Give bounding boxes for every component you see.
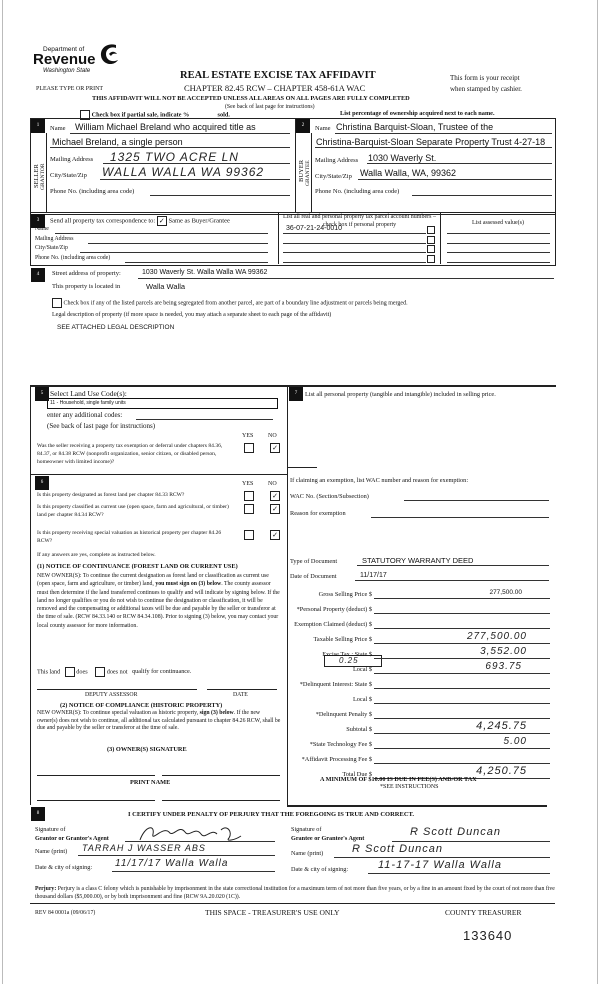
wac-label: WAC No. (Section/Subsection) xyxy=(290,493,369,500)
assessor-date-line[interactable] xyxy=(207,689,277,690)
seller-mailing-label: Mailing Address xyxy=(50,156,94,163)
grantor-signature xyxy=(135,822,245,844)
amount-label: *Delinquent Penalty $ xyxy=(315,711,372,718)
owner-signature-title: (3) OWNER(S) SIGNATURE xyxy=(107,746,187,753)
located-label: This property is located in xyxy=(52,283,121,290)
personal-property-checkbox[interactable] xyxy=(427,236,435,244)
forest-question: Is this property designated as forest land per chapter 84.33 RCW? xyxy=(37,492,185,498)
amount-label: Local $ xyxy=(352,666,372,673)
grantee-name-label: Name (print) xyxy=(291,850,324,857)
s3-field-line[interactable] xyxy=(88,243,268,244)
street-line xyxy=(138,278,554,279)
grantor-sig-label-1: Signature of xyxy=(35,826,66,833)
historic-no-checkbox[interactable]: ✓ xyxy=(270,530,280,540)
seller-name-1[interactable]: William Michael Breland who acquired title as xyxy=(75,122,256,132)
historic-yes-checkbox[interactable] xyxy=(244,530,254,540)
notice2-text-a: NEW OWNER(S): To continue special valuation as historic property, xyxy=(37,710,199,716)
doc-date-label: Date of Document xyxy=(290,573,337,580)
additional-codes-label: enter any additional codes: xyxy=(47,411,123,419)
amount-row xyxy=(290,694,552,709)
amount-label: Local $ xyxy=(352,696,372,703)
amount-label: Taxable Selling Price $ xyxy=(313,636,372,643)
buyer-name-2[interactable]: Christina-Barquist-Sloan Separate Property Trust 4-27-18 xyxy=(316,137,546,147)
grantor-date-line xyxy=(112,871,275,872)
notice1-bold: you must sign on (3) below xyxy=(155,581,222,588)
buyer-name-label: Name xyxy=(315,125,331,132)
amount-value[interactable]: 693.75 xyxy=(485,661,522,672)
amount-label: Total Due $ xyxy=(342,771,372,778)
section-5-badge: 5 xyxy=(35,387,49,401)
section-4-badge: 4 xyxy=(31,268,45,282)
grantor-date-label: Date & city of signing: xyxy=(35,864,93,871)
section-6-badge: 6 xyxy=(35,476,49,490)
doc-type-line xyxy=(357,565,549,566)
notice1-text-b: . The county assessor must then determine if the land transferred continues to qualify and will indicate by signing below. If the land no longer qualifies or you do not wish to continue the designation or classification, it will be removed and the compensating or additional taxes will be due and payable by the seller or transferor at the time of sale. (RCW 84.33.140 or RCW 84.34.108). Prior to signing (3) below, you may contact your local county assessor for more information. xyxy=(37,581,280,629)
forest-yes-checkbox[interactable] xyxy=(244,491,254,501)
grantee-side-label: GRANTEE xyxy=(305,160,311,186)
historic-question: Is this property receiving special valuation as historical property per chapter 84.26 RCW? xyxy=(37,530,222,544)
forest-no-checkbox[interactable]: ✓ xyxy=(270,491,280,501)
amount-row xyxy=(290,661,552,679)
logo-line1: Department of xyxy=(43,46,85,53)
grantor-date[interactable]: 11/17/17 Walla Walla xyxy=(115,858,229,869)
amount-line xyxy=(374,733,550,734)
amount-row xyxy=(290,736,552,754)
s7-divider xyxy=(287,467,317,468)
scan-edge-left xyxy=(2,0,3,984)
seller-city-line xyxy=(100,179,290,180)
seller-name-line-1 xyxy=(70,133,290,134)
reason-input[interactable] xyxy=(371,517,549,518)
assessed-value-line[interactable] xyxy=(447,233,550,234)
grantor-side-label: GRANTOR xyxy=(40,163,46,190)
seller-side-label: SELLER xyxy=(33,164,40,188)
if-yes-note: If any answers are yes, complete as instructed below. xyxy=(37,552,156,558)
grantee-signature: R Scott Duncan xyxy=(410,826,502,838)
seller-city[interactable]: WALLA WALLA WA 99362 xyxy=(102,165,265,179)
county-treasurer: COUNTY TREASURER xyxy=(445,908,522,917)
amounts-table xyxy=(290,589,552,784)
parcel-line[interactable] xyxy=(283,262,426,263)
owner-signature-line-1[interactable] xyxy=(37,775,155,776)
does-not-checkbox[interactable] xyxy=(95,667,105,677)
grantee-date-label: Date & city of signing: xyxy=(291,866,349,873)
street-address[interactable]: 1030 Waverly St. Walla Walla WA 99362 xyxy=(142,269,268,276)
exemption-question: Was the seller receiving a property tax exemption or deferral under chapters 84.36, 84.37, or 84.38 RCW (nonprofit organization, senior citizen, or disabled person, homeowner with limited income)? xyxy=(37,443,223,465)
reason-label: Reason for exemption xyxy=(290,510,346,517)
personal-property-checkbox[interactable] xyxy=(427,255,435,263)
buyer-phone-label: Phone No. (including area code) xyxy=(315,188,400,195)
treasurer-use: THIS SPACE - TREASURER'S USE ONLY xyxy=(205,908,340,917)
certify-statement: I CERTIFY UNDER PENALTY OF PERJURY THAT THE FOREGOING IS TRUE AND CORRECT. xyxy=(128,811,415,818)
perjury-bold: Perjury: xyxy=(35,886,57,892)
see-back-note: (See back of last page for instructions) xyxy=(225,104,315,110)
current-use-question: Is this property classified as current use (open space, farm and agricultural, or timber) land per chapter 84.34 RCW? xyxy=(37,504,229,518)
parcel-header: List all real and personal property tax parcel account numbers – check box if personal property xyxy=(283,214,436,228)
amount-value[interactable]: 277,500.00 xyxy=(489,589,522,596)
seller-name-line-2 xyxy=(50,147,290,148)
same-as-buyer-label: Same as Buyer/Grantee xyxy=(168,217,230,225)
amount-line xyxy=(374,628,550,629)
notice2-bold: sign (3) below xyxy=(199,710,234,716)
minimum-note: A MINIMUM OF $10.00 IS DUE IN FEE(S) AND/OR TAX xyxy=(320,776,477,783)
amount-line xyxy=(374,673,550,674)
scan-edge-right xyxy=(597,0,598,984)
amount-line xyxy=(374,763,550,764)
buyer-phone-line xyxy=(412,195,552,196)
print-name-line-1[interactable] xyxy=(37,800,155,801)
qualify-label: qualify for continuance. xyxy=(132,668,192,676)
notice2-text-b: . If the new owner(s) does not wish to continue, all additional tax calculated pursuant to chapter 84.26 RCW, shall be due and payable by the seller or transferor at the time of sale. xyxy=(37,710,281,731)
completion-warning: THIS AFFIDAVIT WILL NOT BE ACCEPTED UNLESS ALL AREAS ON ALL PAGES ARE FULLY COMPLETED xyxy=(92,95,410,102)
same-as-buyer-checkbox[interactable]: ✓ xyxy=(157,216,167,226)
land-use-select[interactable] xyxy=(47,398,278,409)
s3-city-label-row: City/State/Zip xyxy=(35,245,68,251)
segregated-row xyxy=(52,298,408,308)
buyer-name-line-1 xyxy=(335,133,552,134)
buyer-side-label: BUYER xyxy=(298,159,305,182)
amount-value[interactable]: 4,250.75 xyxy=(476,765,527,777)
segregated-text: Check box if any of the listed parcels are being segregated from another parcel, are part of a boundary line adjustment or parcels being merged. xyxy=(63,300,408,307)
type-or-print: PLEASE TYPE OR PRINT xyxy=(36,86,104,92)
form-title: REAL ESTATE EXCISE TAX AFFIDAVIT xyxy=(180,70,376,81)
s3-mailing-label-row: Mailing Address xyxy=(35,235,74,242)
grantee-name[interactable]: R Scott Duncan xyxy=(352,843,444,855)
exemption-no-checkbox[interactable]: ✓ xyxy=(270,443,280,453)
s6-yes-header: YES xyxy=(242,481,254,487)
amount-value[interactable]: 277,500.00 xyxy=(466,631,527,642)
notice1-text-a: NEW OWNER(S): To continue the current designation as forest land or classification as current use (open space, farm and agriculture, or timber) land, xyxy=(37,573,269,588)
amount-line xyxy=(374,748,550,749)
ownership-note: List percentage of ownership acquired next to each name. xyxy=(340,110,495,117)
amount-line xyxy=(374,613,550,614)
s3-field-line[interactable] xyxy=(80,252,268,253)
does-not-label: does not xyxy=(106,668,128,676)
grantor-sig-label-2: Grantor or Grantor's Agent xyxy=(35,835,109,842)
logo-line2: Revenue xyxy=(33,51,96,68)
receipt-note-2: when stamped by cashier. xyxy=(450,85,522,93)
lower-frame-bottom xyxy=(287,805,547,807)
assessed-value-line[interactable] xyxy=(447,262,550,263)
s3-phone-label-row: Phone No. (including area code) xyxy=(35,254,111,261)
s6-divider xyxy=(30,474,287,475)
section-3-badge: 3 xyxy=(31,214,45,228)
parcel-line[interactable] xyxy=(283,233,426,234)
seller-city-label: City/State/Zip xyxy=(50,172,87,179)
parcel-line[interactable] xyxy=(283,252,426,253)
print-name-line-2[interactable] xyxy=(162,800,280,801)
amount-line xyxy=(374,598,550,599)
current-use-no-checkbox[interactable]: ✓ xyxy=(270,504,280,514)
assessed-value-line[interactable] xyxy=(447,243,550,244)
amount-line xyxy=(374,688,550,689)
doc-date-line xyxy=(355,580,549,581)
additional-codes-line[interactable] xyxy=(136,419,273,420)
land-use-value: 11 - Household, single family units xyxy=(50,400,126,406)
s3-field-line[interactable] xyxy=(55,233,268,234)
receipt-note-1: This form is your receipt xyxy=(450,74,520,82)
street-label: Street address of property: xyxy=(52,270,121,277)
amount-value[interactable]: 5.00 xyxy=(503,736,527,747)
personal-property-label: List all personal property (tangible and intangible) included in selling price. xyxy=(305,391,496,398)
stamp-number: 133640 xyxy=(463,928,513,943)
s5-yes-header: YES xyxy=(242,433,254,439)
amount-line xyxy=(374,658,550,659)
parcel-line[interactable] xyxy=(283,243,426,244)
amount-row xyxy=(290,589,552,604)
buyer-name-line-2 xyxy=(315,147,552,148)
amount-line xyxy=(374,703,550,704)
section-7-badge: 7 xyxy=(289,387,303,401)
amount-label: *Personal Property (deduct) $ xyxy=(296,606,372,613)
personal-property-checkbox[interactable] xyxy=(427,226,435,234)
assessor-signature-line[interactable] xyxy=(37,689,197,690)
section-1-badge: 1 xyxy=(31,119,45,133)
logo-line3: Washington State xyxy=(43,68,91,74)
grantee-sig-label-2: Grantee or Grantee's Agent xyxy=(291,835,365,842)
does-label: does xyxy=(76,668,88,676)
buyer-name-1[interactable]: Christina Barquist-Sloan, Trustee of the xyxy=(336,122,494,132)
section-2-badge: 2 xyxy=(296,119,310,133)
continuance-row xyxy=(37,667,191,677)
perjury-text: Perjury is a class C felony which is punishable by imprisonment in the state correctional institution for a maximum term of not more than five years, or by a fine in an amount fixed by the court of not more than five thousand dollars ($5,000.00), or by both imprisonment and fine (RCW 9A.20.020 (1C)). xyxy=(35,886,555,900)
this-land-label: This land xyxy=(37,668,61,676)
exemption-yes-checkbox[interactable] xyxy=(244,443,254,453)
amount-label: *Affidavit Processing Fee $ xyxy=(301,756,372,763)
buyer-mailing-label: Mailing Address xyxy=(315,157,359,164)
amount-value[interactable]: 3,552.00 xyxy=(480,646,527,657)
grantee-name-line xyxy=(334,857,550,858)
grantee-signature-line[interactable] xyxy=(392,841,550,842)
sold-label: sold. xyxy=(217,111,230,119)
doc-date-value[interactable]: 11/17/17 xyxy=(360,572,387,579)
amount-row xyxy=(290,679,552,694)
buyer-city-label: City/State/Zip xyxy=(315,173,352,180)
amount-label: Gross Selling Price $ xyxy=(318,591,372,598)
form-id: REV 84 0001a (09/06/17) xyxy=(35,910,96,916)
send-correspondence-label: Send all property tax correspondence to: xyxy=(50,217,156,225)
perjury-note xyxy=(35,885,555,901)
see-instructions: *SEE INSTRUCTIONS xyxy=(380,784,439,790)
exemption-claim-label: If claiming an exemption, list WAC number and reason for exemption: xyxy=(290,477,469,484)
s6-no-header: NO xyxy=(268,481,277,487)
amount-value[interactable]: 4,245.75 xyxy=(476,720,527,732)
grantor-name-line xyxy=(78,855,275,856)
parcel-number[interactable]: 36-07-21-24-0010 xyxy=(286,225,343,232)
seller-mailing[interactable]: 1325 TWO ACRE LN xyxy=(110,150,239,164)
s5-no-header: NO xyxy=(268,433,277,439)
assessed-value-line[interactable] xyxy=(447,252,550,253)
partial-sale-label: Check box if partial sale, indicate % xyxy=(91,111,190,119)
amount-label: Excise Tax : State $ xyxy=(322,651,372,658)
s3-field-line[interactable] xyxy=(125,262,268,263)
lower-frame-left xyxy=(30,385,31,805)
legal-label: Legal description of property (if more space is needed, you may attach a separate sheet to each page of the affidavit) xyxy=(52,312,332,318)
grantor-name-label: Name (print) xyxy=(35,848,68,855)
amount-line xyxy=(374,718,550,719)
buyer-city[interactable]: Walla Walla, WA, 99362 xyxy=(360,168,457,178)
legal-description[interactable]: SEE ATTACHED LEGAL DESCRIPTION xyxy=(57,324,175,331)
current-use-yes-checkbox[interactable] xyxy=(244,504,254,514)
seller-name-label: Name xyxy=(50,125,66,132)
grantee-date[interactable]: 11-17-17 Walla Walla xyxy=(378,859,502,871)
amount-label: Exemption Claimed (deduct) $ xyxy=(294,621,372,628)
s5-see-back: (See back of last page for instructions) xyxy=(47,422,156,430)
segregated-checkbox[interactable] xyxy=(52,298,62,308)
seller-phone-label: Phone No. (including area code) xyxy=(50,188,135,195)
amount-label: Subtotal $ xyxy=(346,726,372,733)
doc-type-label: Type of Document xyxy=(290,558,338,565)
amount-label: *State Technology Fee $ xyxy=(309,741,372,748)
amount-line xyxy=(374,643,550,644)
grantee-date-line xyxy=(368,873,550,874)
print-name-label: PRINT NAME xyxy=(130,779,171,786)
deputy-assessor-label: DEPUTY ASSESSOR xyxy=(85,692,138,698)
located-value[interactable]: Walla Walla xyxy=(146,282,186,291)
wac-input[interactable] xyxy=(404,500,549,501)
dor-swirl-icon xyxy=(98,42,120,66)
personal-property-checkbox[interactable] xyxy=(427,245,435,253)
doc-type-value[interactable]: STATUTORY WARRANTY DEED xyxy=(362,556,474,565)
amount-row xyxy=(290,604,552,619)
form-subtitle: CHAPTER 82.45 RCW – CHAPTER 458-61A WAC xyxy=(184,83,366,93)
s3-name-label-row: Name xyxy=(35,226,49,232)
land-use-label: Select Land Use Code(s): xyxy=(50,389,127,398)
grantee-sig-label-1: Signature of xyxy=(291,826,322,833)
dor-logo xyxy=(30,42,126,82)
assessed-header: List assessed value(s) xyxy=(472,220,524,226)
footer-rule xyxy=(30,903,555,904)
buyer-city-line xyxy=(358,179,552,180)
grantor-name[interactable]: TARRAH J WASSER ABS xyxy=(82,843,206,853)
amount-label: *Delinquent Interest: State $ xyxy=(299,681,372,688)
seller-phone-line xyxy=(150,195,290,196)
seller-name-2[interactable]: Michael Breland, a single person xyxy=(52,137,183,147)
notice1-title: (1) NOTICE OF CONTINUANCE (FOREST LAND OR CURRENT USE) xyxy=(37,563,238,570)
buyer-mailing-line xyxy=(367,163,552,164)
notice2-title: (2) NOTICE OF COMPLIANCE (HISTORIC PROPERTY) xyxy=(60,702,223,709)
local-rate-value: 0.25 xyxy=(339,656,359,665)
date-label: DATE xyxy=(233,692,248,698)
does-checkbox[interactable] xyxy=(65,667,75,677)
section-8-badge: 8 xyxy=(31,807,45,821)
buyer-mailing[interactable]: 1030 Waverly St. xyxy=(368,153,437,163)
